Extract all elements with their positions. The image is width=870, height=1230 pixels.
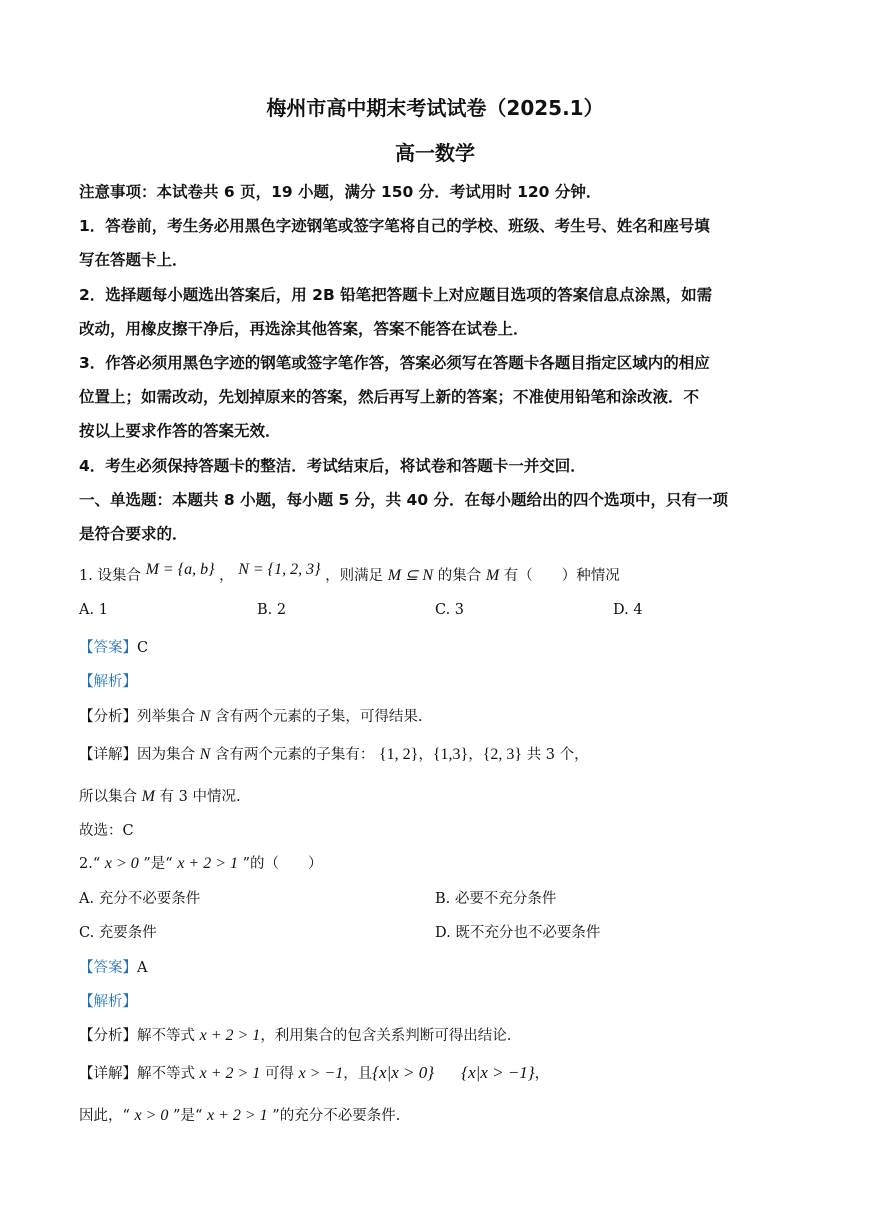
q1-var-n: N (199, 746, 211, 763)
q2-condition-1: x > 0 (104, 855, 139, 872)
q2-stem-text: ”是“ (143, 856, 173, 872)
q2-option-a: A. 充分不必要条件 (79, 891, 201, 907)
q2-detail-text: 可得 (264, 1066, 294, 1082)
q1-stem (79, 561, 620, 585)
q1-subset-1: {1, 2} (379, 746, 419, 763)
q1-conclusion-text: 有 3 中情况. (159, 789, 241, 805)
q2-detail-text: 解不等式 (137, 1066, 195, 1082)
q1-var-m: M (485, 567, 500, 584)
exam-title: 梅州市高中期末考试试卷（2025.1） (266, 96, 604, 120)
q2-set-b: {x|x > −1} (461, 1063, 535, 1082)
q1-conclusion-text: 所以集合 (79, 789, 137, 805)
q2-fenxi (79, 1024, 511, 1045)
q2-analysis-tag: 【解析】 (79, 994, 137, 1010)
q2-conclusion-text: ”的充分不必要条件. (272, 1108, 401, 1124)
detail-tag: 【详解】 (79, 1066, 137, 1082)
q1-detail-text: 因为集合 (137, 747, 195, 763)
q1-stem-text: 的集合 (437, 568, 482, 584)
q1-option-b: B. 2 (257, 602, 287, 618)
notice-line: 改动，用橡皮擦干净后，再选涂其他答案，答案不能答在试卷上． (79, 320, 529, 338)
q2-detail-text: ，且 (343, 1066, 373, 1082)
q1-detail-text: 含有两个元素的子集有： (214, 747, 375, 763)
q2-stem-text: ”的（ ） (242, 856, 323, 872)
q2-inequality: x + 2 > 1 (199, 1027, 261, 1044)
fenxi-tag: 【分析】 (79, 1028, 137, 1044)
detail-tag: 【详解】 (79, 747, 137, 763)
q2-condition-2: x + 2 > 1 (206, 1107, 268, 1124)
subject-title: 高一数学 (395, 141, 475, 165)
q2-condition-1: x > 0 (134, 1107, 169, 1124)
q2-stem (79, 852, 323, 873)
fenxi-tag: 【分析】 (79, 709, 137, 725)
q1-sep: ， (418, 747, 433, 763)
q1-conclusion (79, 785, 241, 806)
q1-fenxi (79, 705, 423, 726)
q2-conclusion-text: 因此，“ (79, 1108, 130, 1124)
q1-answer-value: C (137, 640, 149, 656)
q1-fenxi-text: 含有两个元素的子集，可得结果. (214, 709, 423, 725)
q1-detail-text: 共 3 个， (526, 747, 589, 763)
q2-conclusion (79, 1104, 400, 1125)
q1-subset-2: {1,3} (432, 746, 469, 763)
notice-line: 4．考生必须保持答题卡的整洁．考试结束后，将试卷和答题卡一并交回． (79, 457, 586, 475)
q2-stem-text: 2.“ (79, 856, 101, 872)
q1-option-a: A. 1 (79, 602, 108, 618)
q1-subset-3: {2, 3} (482, 746, 523, 763)
q2-set-a: {x|x > 0} (372, 1063, 435, 1082)
q2-answer-value: A (137, 960, 148, 976)
q1-stem-text: 1. 设集合 (79, 568, 141, 584)
answer-tag: 【答案】 (79, 640, 137, 656)
notice-line: 3．作答必须用黑色字迹的钢笔或签字笔作答，答案必须写在答题卡各题目指定区域内的相应 (79, 354, 710, 372)
q1-set-n: N = {1, 2, 3} (238, 561, 321, 578)
q1-option-d: D. 4 (613, 602, 643, 618)
q1-set-m: M = {a, b} (145, 561, 215, 578)
notice-line: 位置上；如需改动，先划掉原来的答案，然后再写上新的答案；不准使用铅笔和涂改液．不 (79, 388, 700, 406)
q2-condition-2: x + 2 > 1 (177, 855, 239, 872)
q1-stem-text: ，则满足 (325, 568, 384, 584)
q1-fenxi-text: 列举集合 (137, 709, 195, 725)
q2-option-c: C. 充要条件 (79, 925, 157, 941)
q1-choice: 故选：C (79, 823, 134, 839)
q1-var-m: M (141, 788, 155, 805)
q1-sep: ， (468, 747, 483, 763)
q2-conclusion-text: ”是“ (173, 1108, 203, 1124)
notice-line: 1．答卷前，考生务必用黑色字迹钢笔或签字笔将自己的学校、班级、考生号、姓名和座号填 (79, 217, 710, 235)
answer-tag: 【答案】 (79, 960, 137, 976)
q1-answer (79, 636, 148, 657)
section-heading: 一、单选题：本题共 8 小题，每小题 5 分，共 40 分．在每小题给出的四个选项中，只有一项 (79, 491, 729, 509)
notice-intro: 注意事项：本试卷共 6 页，19 小题，满分 150 分．考试用时 120 分钟． (79, 183, 602, 201)
q1-comma: ， (219, 568, 234, 584)
q1-detail (79, 743, 589, 764)
q2-option-d: D. 既不充分也不必要条件 (435, 925, 601, 941)
q2-fenxi-text: ，利用集合的包含关系判断可得出结论. (260, 1028, 512, 1044)
q1-option-c: C. 3 (435, 602, 465, 618)
q2-solution: x > −1 (298, 1065, 344, 1082)
q1-analysis-tag: 【解析】 (79, 674, 137, 690)
q1-stem-text: 有（ ）种情况 (503, 568, 620, 584)
notice-line: 写在答题卡上． (79, 251, 188, 269)
q2-option-b: B. 必要不充分条件 (435, 891, 557, 907)
q2-detail (79, 1062, 549, 1083)
section-heading-cont: 是符合要求的． (79, 525, 188, 543)
q1-subset-relation: M ⊆ N (387, 567, 434, 584)
q2-detail-text: ， (534, 1066, 550, 1082)
q2-answer (79, 956, 147, 977)
notice-line: 2．选择题每小题选出答案后，用 2B 铅笔把答题卡上对应题目选项的答案信息点涂黑，如需 (79, 286, 713, 304)
q2-fenxi-text: 解不等式 (137, 1028, 195, 1044)
q2-inequality: x + 2 > 1 (199, 1065, 261, 1082)
q1-var-n: N (199, 708, 211, 725)
notice-line: 按以上要求作答的答案无效． (79, 422, 281, 440)
